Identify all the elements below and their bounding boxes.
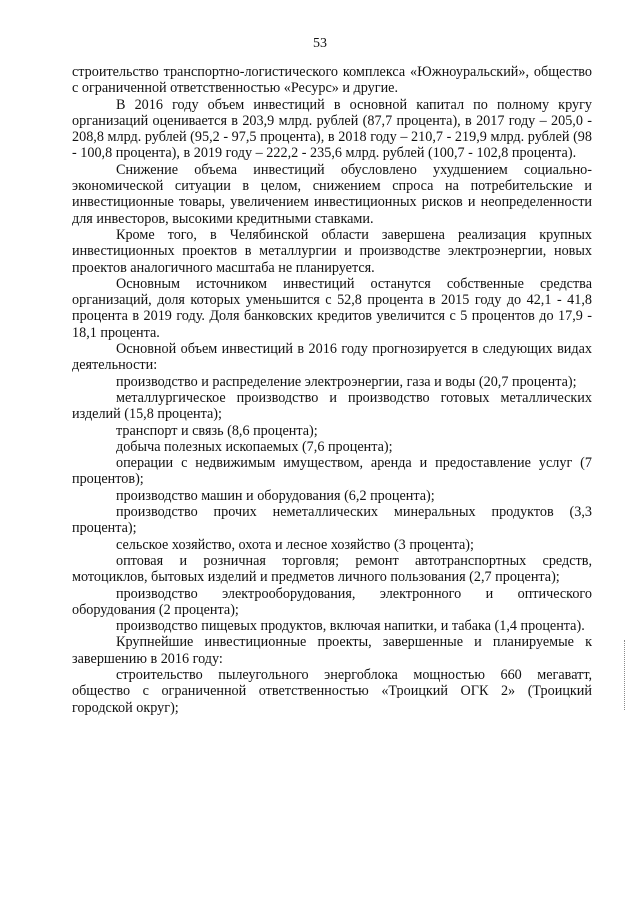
list-item: операции с недвижимым имуществом, аренда и предоставление услуг (7 процентов); [72,455,592,488]
list-item: транспорт и связь (8,6 процента); [116,422,318,439]
paragraph: Снижение объема инвестиций обусловлено ухудшением социально-экономической ситуации в целом, снижением спроса на потребительские и инвестиционные товары, увеличением инвестиционных рисков и неопределенности для инвесторов, высокими кредитными ставками. [72,161,592,227]
list-item: металлургическое производство и производство готовых металлических изделий (15,8 процента); [72,389,592,423]
paragraph: Основным источником инвестиций останутся собственные средства организаций, доля которых уменьшится с 52,8 процента в 2015 году до 42,1 - 41,8 процента в 2019 году. Доля банковских кредитов увеличится с 5 процентов до 17,9 - 18,1 процента. [72,275,592,341]
paragraph: Кроме того, в Челябинской области завершена реализация крупных инвестиционных проектов в металлургии и производстве электроэнергии, новых проектов аналогичного масштаба не планируется. [72,226,592,276]
list-item: сельское хозяйство, охота и лесное хозяйство (3 процента); [116,536,474,553]
paragraph: В 2016 году объем инвестиций в основной капитал по полному кругу организаций оценивается в 203,9 млрд. рублей (87,7 процента), в 2017 году – 205,0 - 208,8 млрд. рублей (95,2 - 97,5 процента), в 2018 году – 210,7 - 219,9 млрд. рублей (98 - 100,8 процента), в 2019 году – 222,2 - 235,6 млрд. рублей (100,7 - 102,8 процента). [72,96,592,162]
scan-margin-mark [624,640,626,710]
paragraph: Основной объем инвестиций в 2016 году прогнозируется в следующих видах деятельности: [72,341,592,374]
page-number: 53 [313,36,327,51]
list-item: производство пищевых продуктов, включая напитки, и табака (1,4 процента). [116,618,585,635]
list-item: добыча полезных ископаемых (7,6 процента); [116,438,393,455]
list-item: производство электрооборудования, электронного и оптического оборудования (2 процента); [72,585,592,618]
list-item: производство и распределение электроэнергии, газа и воды (20,7 процента); [116,373,577,390]
document-body [72,64,592,716]
paragraph: строительство транспортно-логистического комплекса «Южноуральский», общество с ограниченной ответственностью «Ресурс» и другие. [72,64,592,97]
list-item: строительство пылеугольного энергоблока мощностью 660 мегаватт, общество с ограниченной ответственностью «Троицкий ОГК 2» (Троицкий городской округ); [72,666,592,716]
paragraph: Крупнейшие инвестиционные проекты, завершенные и планируемые к завершению в 2016 году: [72,634,592,667]
list-item: производство прочих неметаллических минеральных продуктов (3,3 процента); [72,504,592,537]
list-item: производство машин и оборудования (6,2 процента); [116,487,435,504]
list-item: оптовая и розничная торговля; ремонт автотранспортных средств, мотоциклов, бытовых изделий и предметов личного пользования (2,7 процента); [72,552,592,586]
